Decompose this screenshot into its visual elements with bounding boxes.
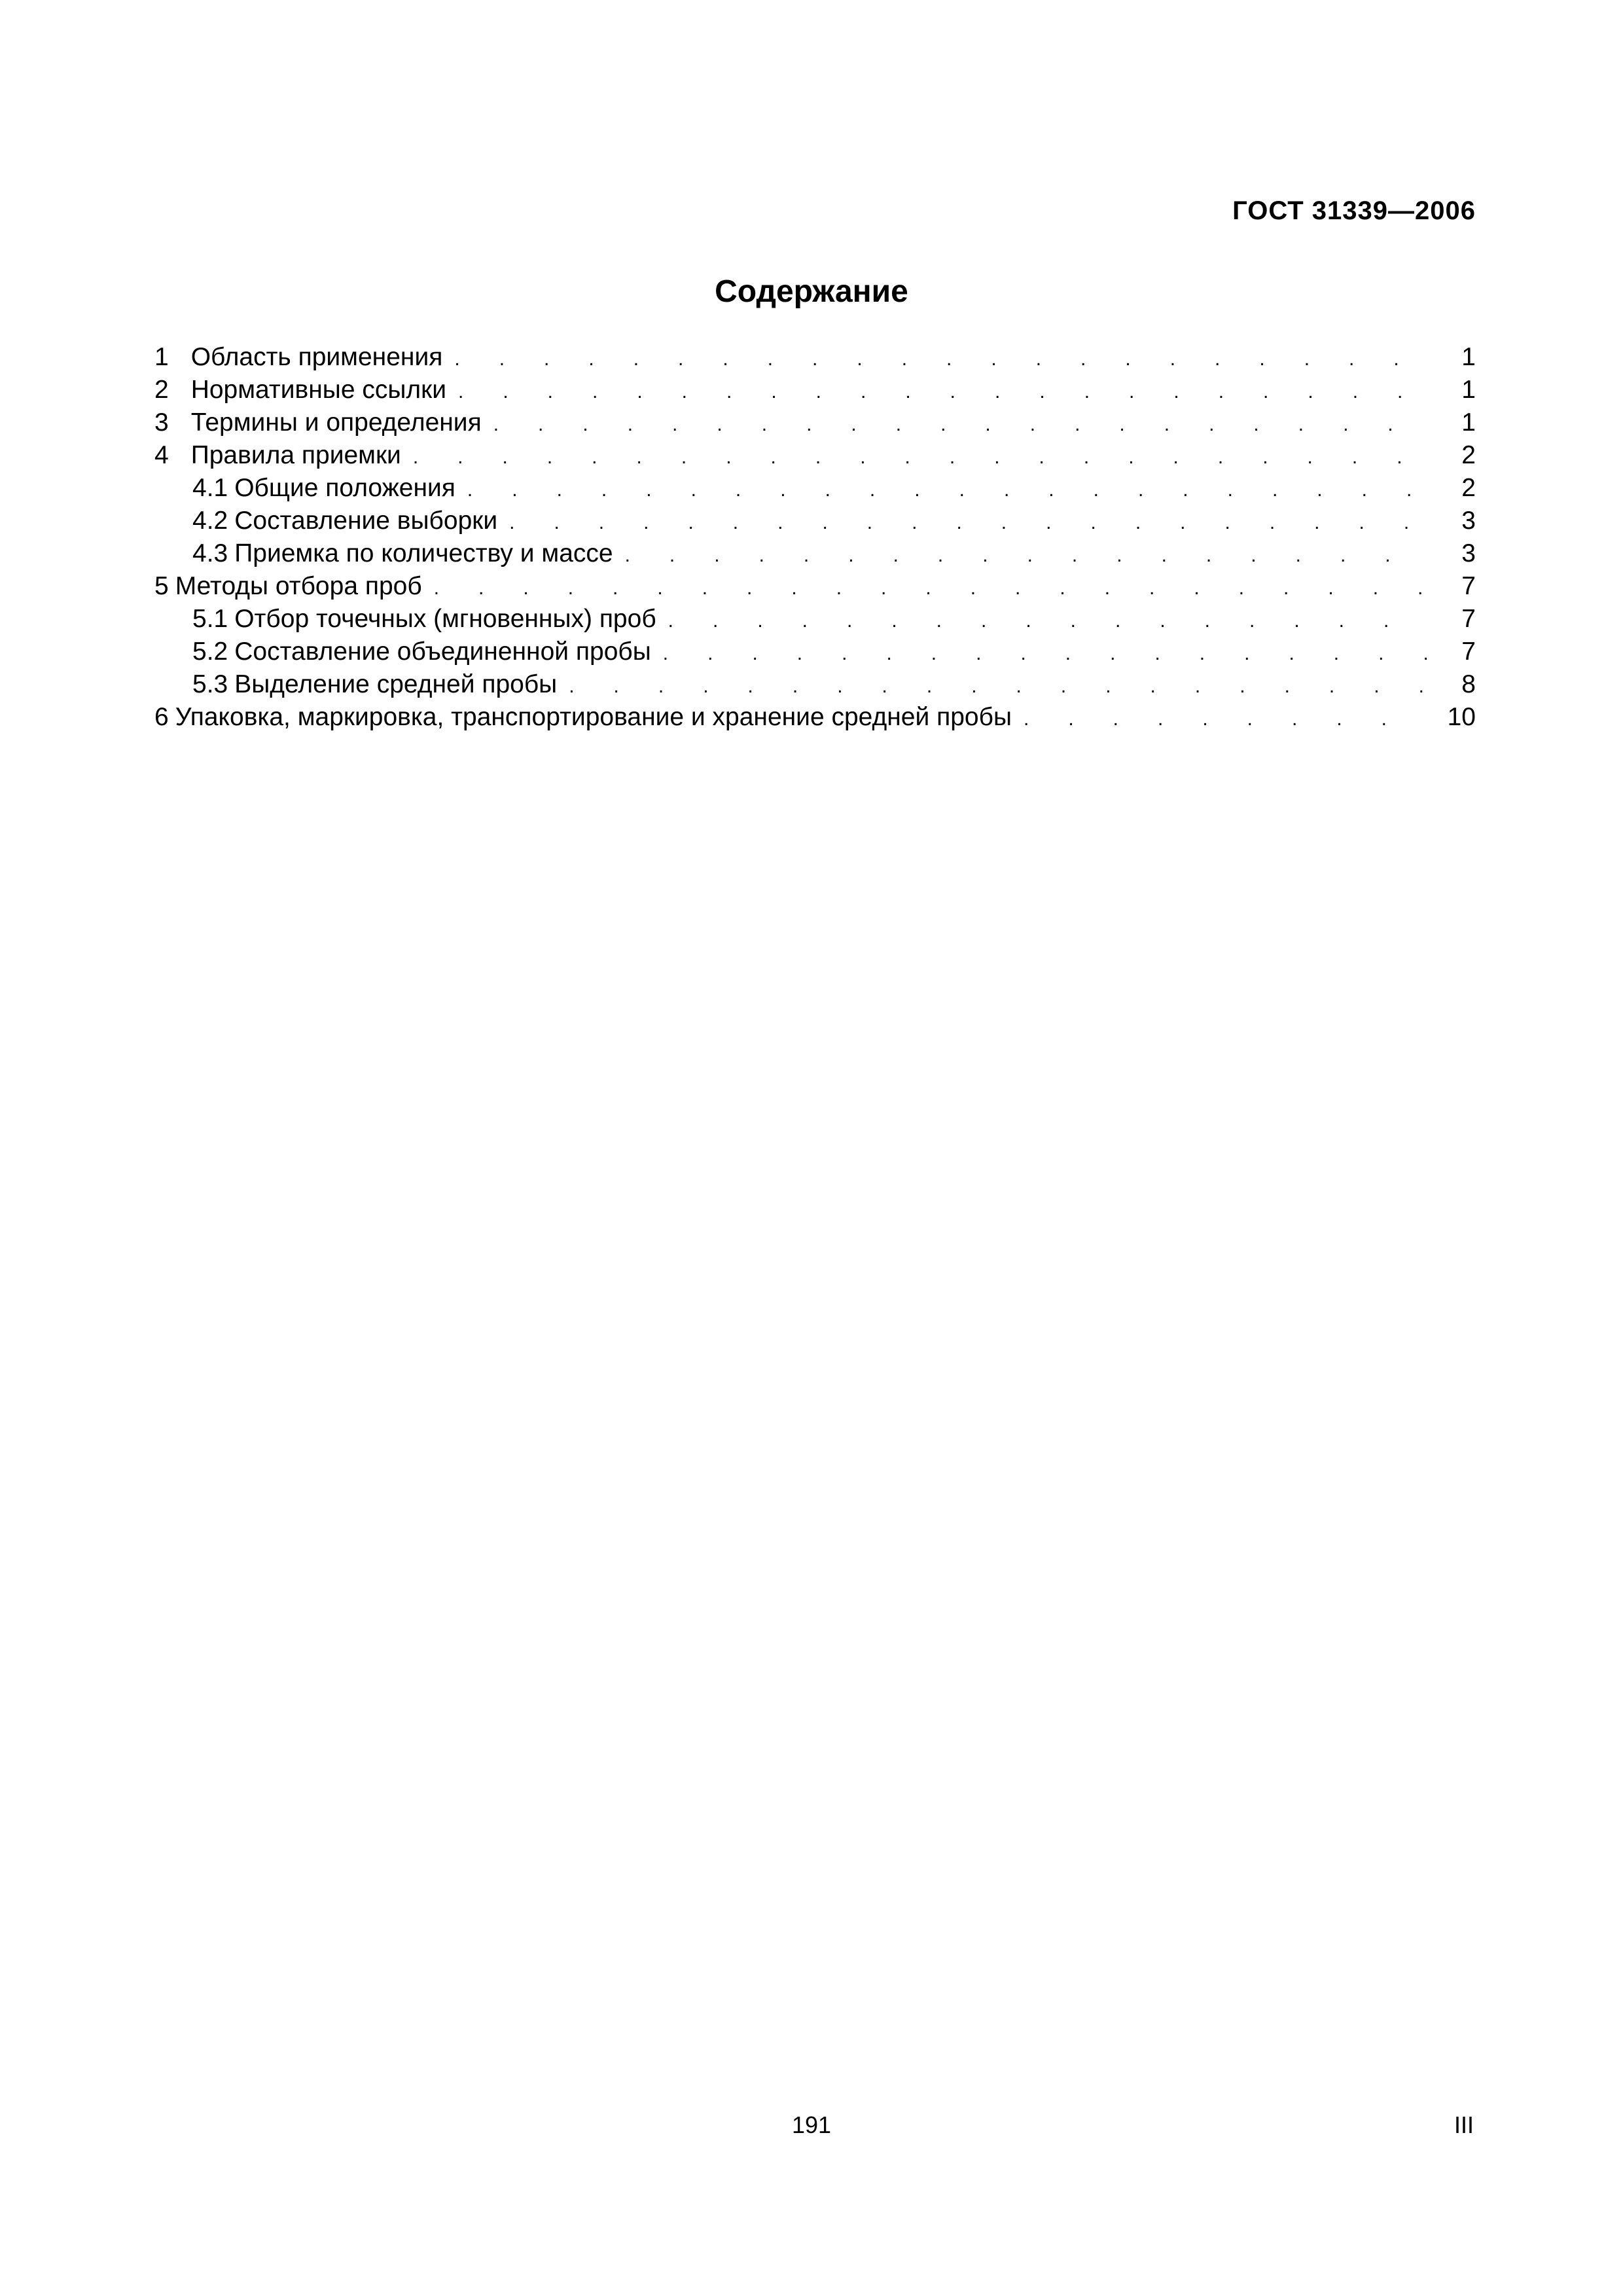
toc-entry-number: 4.3 — [192, 539, 228, 567]
toc-subentry[interactable] — [154, 537, 1476, 570]
toc-entry[interactable] — [154, 570, 1476, 603]
toc-entry-page: 1 — [1461, 376, 1476, 404]
toc-entry-text: Отбор точечных (мгновенных) проб — [234, 605, 656, 633]
dot-leader — [413, 439, 1427, 474]
toc-entry-page: 7 — [1461, 637, 1476, 666]
toc-entry-label — [192, 603, 656, 636]
toc-entry-text: Выделение средней пробы — [234, 670, 558, 698]
toc-entry-text: Упаковка, маркировка, транспортирование и хранение средней пробы — [175, 703, 1012, 731]
toc-entry-label — [192, 505, 497, 537]
toc-entry-page: 1 — [1461, 408, 1476, 437]
table-of-contents — [154, 341, 1476, 734]
toc-entry[interactable] — [154, 374, 1476, 406]
toc-entry-number: 4.2 — [192, 507, 228, 535]
toc-entry-label — [154, 374, 446, 406]
toc-entry-text: Методы отбора проб — [175, 572, 422, 600]
toc-entry-page: 7 — [1461, 605, 1476, 633]
toc-entry-label — [192, 537, 613, 570]
toc-entry-page: 2 — [1461, 474, 1476, 502]
toc-entry-page: 3 — [1461, 507, 1476, 535]
toc-entry-text: Правила приемки — [190, 441, 401, 469]
page-number: 191 — [791, 2111, 832, 2138]
dot-leader — [454, 341, 1427, 376]
toc-entry-label — [192, 636, 651, 668]
toc-entry-text: Составление выборки — [234, 507, 498, 535]
toc-entry-label — [154, 439, 401, 472]
toc-entry-number: 1 — [154, 343, 169, 371]
toc-entry-page: 2 — [1461, 441, 1476, 469]
roman-page-number: III — [1454, 2111, 1474, 2138]
toc-entry-page: 1 — [1461, 343, 1476, 371]
dot-leader — [625, 537, 1427, 572]
toc-entry-text: Общие положения — [234, 474, 455, 502]
toc-entry[interactable] — [154, 341, 1476, 374]
toc-entry-page: 10 — [1447, 703, 1476, 731]
dot-leader — [1024, 701, 1425, 736]
dot-leader — [493, 406, 1427, 441]
toc-entry-label — [154, 341, 442, 374]
toc-entry[interactable] — [154, 439, 1476, 472]
dot-leader — [668, 603, 1427, 637]
toc-entry-number: 5 — [154, 572, 169, 600]
dot-leader — [509, 505, 1427, 539]
dot-leader — [434, 570, 1427, 605]
toc-entry-page: 7 — [1461, 572, 1476, 600]
toc-subentry[interactable] — [154, 472, 1476, 505]
toc-entry-number: 4.1 — [192, 474, 228, 502]
toc-subentry[interactable] — [154, 668, 1476, 701]
toc-entry-number: 5.2 — [192, 637, 228, 666]
dot-leader — [467, 472, 1427, 507]
toc-entry-number: 4 — [154, 441, 169, 469]
toc-entry[interactable] — [154, 701, 1476, 734]
toc-entry-number: 2 — [154, 376, 169, 404]
toc-entry-label — [154, 701, 1012, 734]
toc-entry-label — [154, 570, 422, 603]
toc-entry-number: 3 — [154, 408, 169, 437]
toc-entry-text: Приемка по количеству и массе — [234, 539, 613, 567]
toc-entry-number: 6 — [154, 703, 169, 731]
toc-subentry[interactable] — [154, 505, 1476, 537]
toc-entry-label — [154, 406, 482, 439]
toc-entry-label — [192, 668, 557, 701]
toc-entry-label — [192, 472, 455, 505]
toc-entry-text: Термины и определения — [190, 408, 482, 437]
dot-leader — [663, 636, 1427, 670]
toc-entry-page: 3 — [1461, 539, 1476, 567]
document-code: ГОСТ 31339—2006 — [1232, 196, 1476, 225]
toc-title: Содержание — [715, 274, 908, 309]
toc-entry-text: Составление объединенной пробы — [234, 637, 651, 666]
toc-entry-number: 5.1 — [192, 605, 228, 633]
toc-subentry[interactable] — [154, 636, 1476, 668]
toc-entry-number: 5.3 — [192, 670, 228, 698]
toc-entry[interactable] — [154, 406, 1476, 439]
toc-entry-text: Нормативные ссылки — [190, 376, 446, 404]
toc-entry-text: Область применения — [190, 343, 443, 371]
toc-subentry[interactable] — [154, 603, 1476, 636]
dot-leader — [458, 374, 1427, 408]
dot-leader — [569, 668, 1427, 703]
toc-entry-page: 8 — [1461, 670, 1476, 698]
